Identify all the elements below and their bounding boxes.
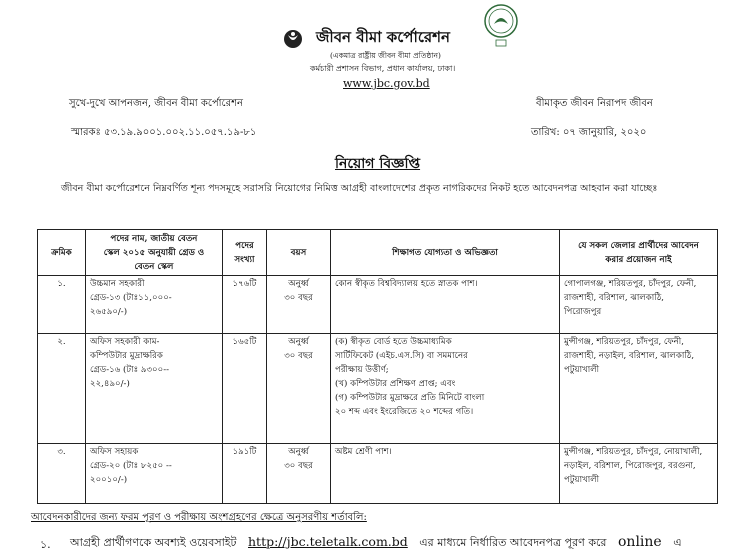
memo-number: স্মারকঃ ৫৩.১৯.৯০০১.০০২.১১.০৫৭.১৯-৮১ [71, 127, 257, 138]
condition-text-post: এর মাধ্যমে নির্ধারিত আবেদনপত্র পূরণ করে [419, 536, 607, 549]
row-serial: ৩. [38, 444, 86, 504]
row-post: উচ্চমান সহকারী গ্রেড-১৩ (টাঃ১১,০০০- ২৬৫৯০/-) [86, 276, 223, 334]
condition-text-tail: এ [673, 536, 682, 549]
row-qualification: কোন স্বীকৃত বিশ্ববিদ্যালয় হতে স্নাতক পাশ। [331, 276, 560, 334]
vacancy-table [37, 229, 718, 504]
header-count: পদের সংখ্যা [223, 230, 267, 276]
row-serial: ২. [38, 334, 86, 444]
teletalk-link[interactable]: http://jbc.teletalk.com.bd [248, 534, 408, 549]
row-qualification: (ক) স্বীকৃত বোর্ড হতে উচ্চমাধ্যমিক সার্টিফিকেট (এইচ.এস.সি) বা সমমানের পরীক্ষায় উত্তীর্ণ; (খ) কম্পিউটার প্রশিক্ষণ প্রাপ্ত; এবং (গ) কম্পিউটার মুদ্রাক্ষরে প্রতি মিনিটে বাংলা ২০ শব্দ এবং ইংরেজিতে ২০ শব্দের গতি। [331, 334, 560, 444]
header-districts: যে সকল জেলার প্রার্থীদের আবেদন করার প্রয়োজন নাই [560, 230, 718, 276]
notice-date: তারিখ: ০৭ জানুয়ারি, ২০২০ [531, 127, 647, 138]
row-districts: মুন্সীগঞ্জ, শরিয়তপুর, চাঁদপুর, নোয়াখালী, নড়াইল, বরিশাল, পিরোজপুর, বরগুনা, পটুয়াখালী [560, 444, 718, 504]
header-post: পদের নাম, জাতীয় বেতন স্কেল ২০১৫ অনুযায়ী গ্রেড ও বেতন স্কেল [86, 230, 223, 276]
header-qualification: শিক্ষাগত যোগ্যতা ও অভিজ্ঞতা [331, 230, 560, 276]
org-name: জীবন বীমা কর্পোরেশন [316, 28, 450, 46]
row-post: অফিস সহকারী কাম- কম্পিউটার মুদ্রাক্ষরিক গ্রেড-১৬ (টাঃ ৯৩০০-- ২২,৪৯০/-) [86, 334, 223, 444]
row-count: ১৭৬টি [223, 276, 267, 334]
table-row [38, 276, 718, 334]
notice-heading: নিয়োগ বিজ্ঞপ্তি [335, 156, 421, 172]
row-count: ১৯১টি [223, 444, 267, 504]
row-qualification: অষ্টম শ্রেণী পাশ। [331, 444, 560, 504]
conditions-title: আবেদনকারীদের জন্য ফরম পূরণ ও পরীক্ষায় অংশগ্রহণের ক্ষেত্রে অনুসরণীয় শর্তাবলি: [31, 512, 367, 523]
government-seal-icon [484, 4, 518, 50]
org-subtitle: (একমাত্র রাষ্ট্রীয় জীবন বীমা প্রতিষ্ঠান) [330, 51, 441, 60]
online-word: online [618, 534, 662, 550]
table-header-row [38, 230, 718, 276]
row-districts: মুন্সীগঞ্জ, শরিয়তপুর, চাঁদপুর, ফেনী, রাজশাহী, নড়াইল, বরিশাল, ঝালকাঠি, পটুয়াখালী [560, 334, 718, 444]
row-serial: ১. [38, 276, 86, 334]
header-serial: ক্রমিক [38, 230, 86, 276]
slogan-right: বীমাকৃত জীবন নিরাপদ জীবন [536, 98, 653, 109]
slogan-left: সুখে-দুখে আপনজন, জীবন বীমা কর্পোরেশন [69, 98, 243, 109]
row-districts: গোপালগঞ্জ, শরিয়তপুর, চাঁদপুর, ফেনী, রাজশাহী, বরিশাল, ঝালকাঠি, পিরোজপুর [560, 276, 718, 334]
condition-text-pre: আগ্রহী প্রার্থীগণকে অবশ্যই ওয়েবসাইট [70, 536, 237, 549]
condition-number: ১. [40, 538, 51, 551]
jbc-logo-icon [283, 29, 303, 49]
department-line: কর্মচারী প্রশাসন বিভাগ, প্রধান কার্যালয়, ঢাকা। [310, 64, 456, 73]
row-age: অনুর্ধ্ব ৩০ বছর [267, 276, 331, 334]
row-count: ১৬৫টি [223, 334, 267, 444]
header-age: বয়স [267, 230, 331, 276]
row-post: অফিস সহায়ক গ্রেড-২০ (টাঃ ৮২৫০ -- ২০০১০/-) [86, 444, 223, 504]
row-age: অনুর্ধ্ব ৩০ বছর [267, 334, 331, 444]
table-row [38, 444, 718, 504]
notice-intro: জীবন বীমা কর্পোরেশনে নিম্নবর্ণিত শূন্য পদসমূহে সরাসরি নিয়োগের নিমিত্ত আগ্রহী বাংলাদেশের প্রকৃত নাগরিকদের নিকট হতে আবেদনপত্র আহবান করা যাচ্ছেঃ [61, 183, 658, 194]
row-age: অনুর্ধ্ব ৩০ বছর [267, 444, 331, 504]
table-row [38, 334, 718, 444]
website-link[interactable]: www.jbc.gov.bd [343, 77, 430, 90]
condition-text [70, 534, 682, 553]
